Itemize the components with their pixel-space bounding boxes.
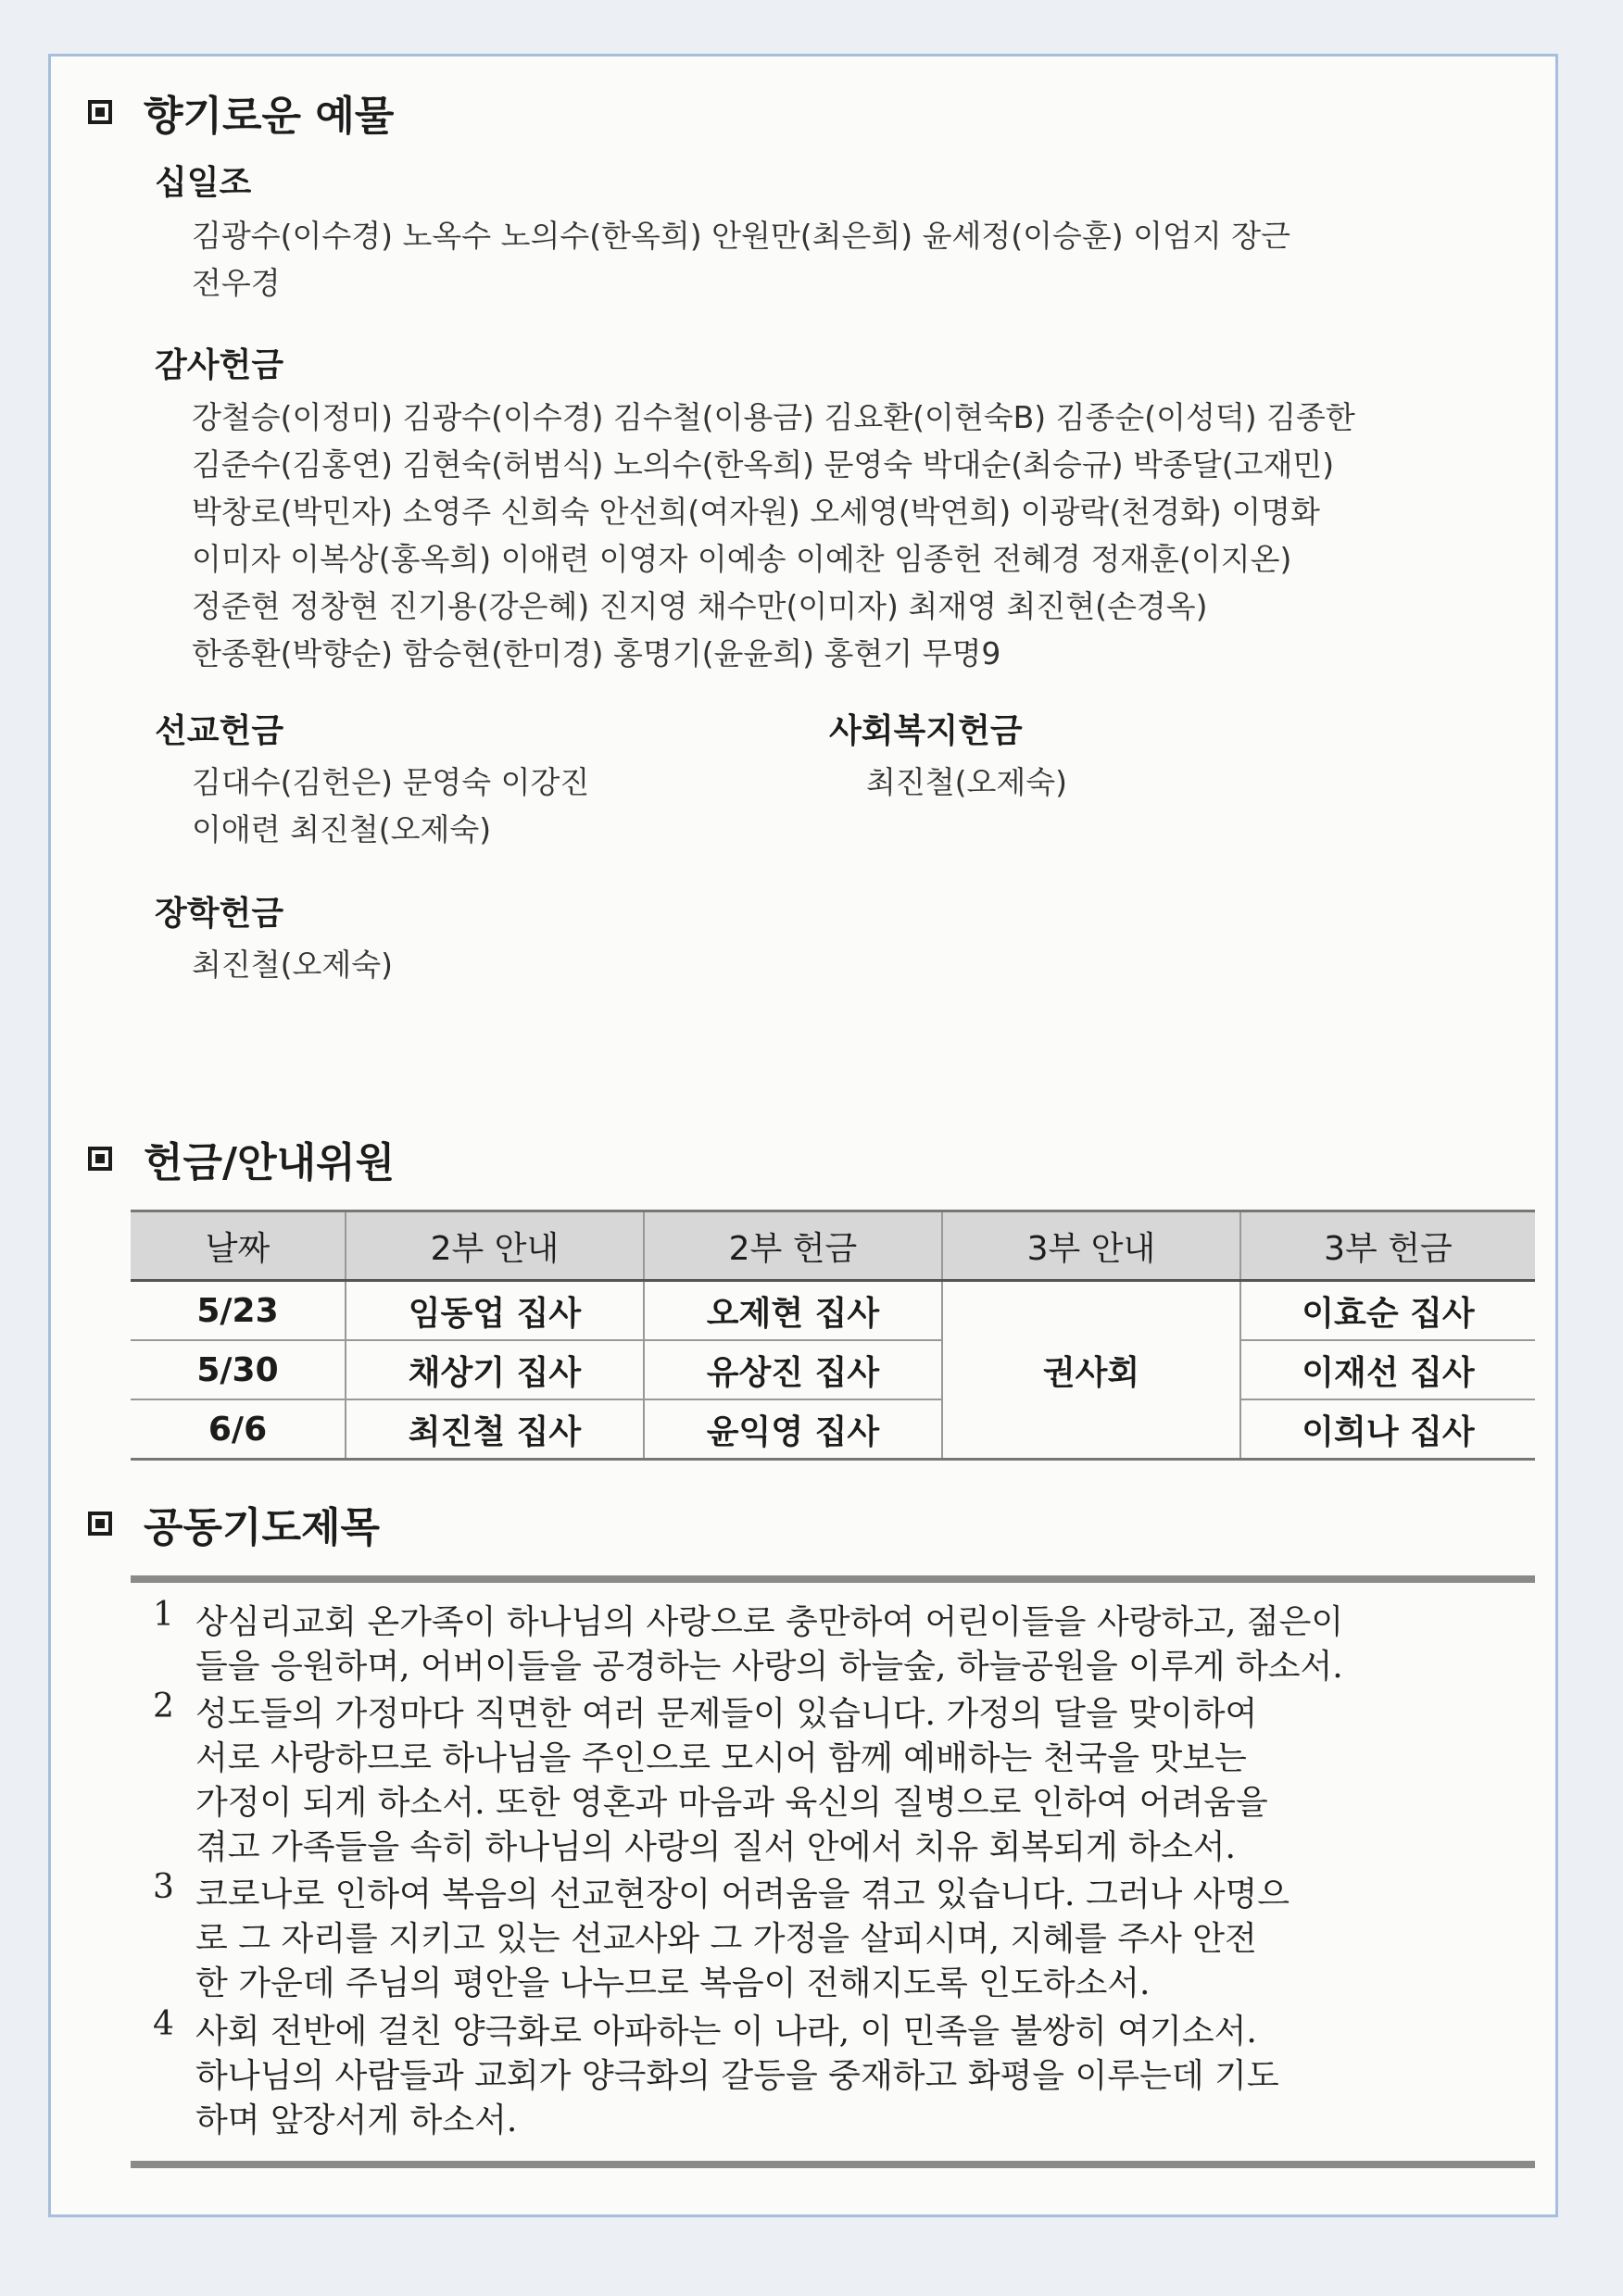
mission-line: 김대수(김헌은) 문영숙 이강진 [192, 764, 590, 800]
table-row [131, 1399, 1535, 1460]
prayer-line: 성도들의 가정마다 직면한 여러 문제들이 있습니다. 가정의 달을 맞이하여 [195, 1695, 1258, 1733]
tithe-title: 십일조 [155, 164, 252, 202]
guide-2-cell: 채상기 집사 [346, 1340, 644, 1399]
prayer-number: 2 [153, 1687, 174, 1725]
prayer-heading [88, 1494, 380, 1553]
prayer-line: 가정이 되게 하소서. 또한 영혼과 마음과 육신의 질병으로 인하여 어려움을 [195, 1784, 1268, 1822]
mission-title: 선교헌금 [155, 712, 284, 750]
prayer-line: 하며 앞장서게 하소서. [195, 2102, 518, 2139]
offering-3-cell: 이효순 집사 [1240, 1281, 1535, 1341]
thanks-line: 김준수(김홍연) 김현숙(허범식) 노의수(한옥희) 문영숙 박대순(최승규) 박종달(고재민) [192, 446, 1335, 483]
offering-2-cell: 유상진 집사 [644, 1340, 942, 1399]
square-bullet-icon [88, 1147, 112, 1171]
guide-2-cell: 최진철 집사 [346, 1399, 644, 1460]
offerings-heading-text: 향기로운 예물 [144, 93, 395, 140]
prayer-line: 사회 전반에 걸친 양극화로 아파하는 이 나라, 이 민족을 불쌍히 여기소서. [195, 2013, 1257, 2051]
column-header: 날짜 [131, 1211, 346, 1281]
prayer-number: 3 [153, 1868, 174, 1906]
square-bullet-icon [88, 100, 112, 124]
prayer-box [131, 1575, 1535, 2168]
date-cell: 5/23 [131, 1281, 346, 1341]
prayer-line: 하나님의 사람들과 교회가 양극화의 갈등을 중재하고 화평을 이루는데 기도 [195, 2057, 1279, 2095]
tithe-names [192, 212, 1290, 307]
offerings-heading [88, 82, 394, 142]
thanks-title: 감사헌금 [155, 346, 284, 384]
prayer-line: 한 가운데 주님의 평안을 나누므로 복음이 전해지도록 인도하소서. [195, 1964, 1151, 2002]
date-cell: 6/6 [131, 1399, 346, 1460]
thanks-line: 정준현 정창현 진기용(강은혜) 진지영 채수만(이미자) 최재영 최진현(손경옥) [192, 588, 1208, 624]
scholarship-names [192, 941, 393, 988]
column-header: 3부 안내 [942, 1211, 1240, 1281]
duty-table [131, 1210, 1535, 1461]
prayer-line: 겪고 가족들을 속히 하나님의 사랑의 질서 안에서 치유 회복되게 하소서. [195, 1828, 1236, 1866]
square-bullet-icon [88, 1512, 112, 1536]
guide-3-merged-cell: 권사회 [942, 1281, 1240, 1460]
offering-3-cell: 이재선 집사 [1240, 1340, 1535, 1399]
guide-2-cell: 임동업 집사 [346, 1281, 644, 1341]
column-header: 2부 헌금 [644, 1211, 942, 1281]
duty-heading [88, 1129, 395, 1188]
prayer-line: 서로 사랑하므로 하나님을 주인으로 모시어 함께 예배하는 천국을 맛보는 [195, 1739, 1247, 1777]
mission-line: 이애련 최진철(오제숙) [192, 811, 492, 847]
bulletin-page [48, 54, 1558, 2217]
prayer-number: 1 [153, 1596, 174, 1634]
prayer-number: 4 [153, 2005, 174, 2043]
tithe-line: 전우경 [192, 265, 281, 301]
mission-names [192, 759, 589, 853]
prayer-heading-text: 공동기도제목 [144, 1504, 381, 1551]
thanks-line: 강철승(이정미) 김광수(이수경) 김수철(이용금) 김요환(이현숙B) 김종순(이성덕) 김종한 [192, 399, 1355, 435]
column-header: 2부 안내 [346, 1211, 644, 1281]
thanks-line: 박창로(박민자) 소영주 신희숙 안선희(여자원) 오세영(박연희) 이광락(천경화) 이명화 [192, 494, 1320, 530]
prayer-line: 들을 응원하며, 어버이들을 공경하는 사랑의 하늘숲, 하늘공원을 이루게 하소서. [195, 1648, 1343, 1686]
scholarship-title: 장학헌금 [155, 895, 284, 933]
offering-3-cell: 이희나 집사 [1240, 1399, 1535, 1460]
prayer-line: 로 그 자리를 지키고 있는 선교사와 그 가정을 살피시며, 지혜를 주사 안전 [195, 1920, 1257, 1958]
table-row [131, 1340, 1535, 1399]
duty-table-header [131, 1211, 1535, 1281]
welfare-names [866, 759, 1067, 806]
thanks-line: 한종환(박향순) 함승현(한미경) 홍명기(윤윤희) 홍현기 무명9 [192, 635, 1001, 671]
thanks-line: 이미자 이복상(홍옥희) 이애련 이영자 이예송 이예찬 임종헌 전혜경 정재훈(이지온) [192, 541, 1292, 577]
tithe-line: 김광수(이수경) 노옥수 노의수(한옥희) 안원만(최은희) 윤세정(이승훈) 이엄지 장근 [192, 218, 1291, 254]
welfare-line: 최진철(오제숙) [866, 764, 1068, 800]
thanks-names [192, 394, 1355, 677]
date-cell: 5/30 [131, 1340, 346, 1399]
offering-2-cell: 윤익영 집사 [644, 1399, 942, 1460]
offering-2-cell: 오제현 집사 [644, 1281, 942, 1341]
prayer-line: 상심리교회 온가족이 하나님의 사랑으로 충만하여 어린이들을 사랑하고, 젊은이 [195, 1603, 1344, 1641]
scholarship-line: 최진철(오제숙) [192, 947, 394, 983]
welfare-title: 사회복지헌금 [829, 712, 1023, 750]
duty-heading-text: 헌금/안내위원 [144, 1139, 396, 1186]
column-header: 3부 헌금 [1240, 1211, 1535, 1281]
table-row [131, 1281, 1535, 1341]
prayer-line: 코로나로 인하여 복음의 선교현장이 어려움을 겪고 있습니다. 그러나 사명으 [195, 1876, 1290, 1913]
